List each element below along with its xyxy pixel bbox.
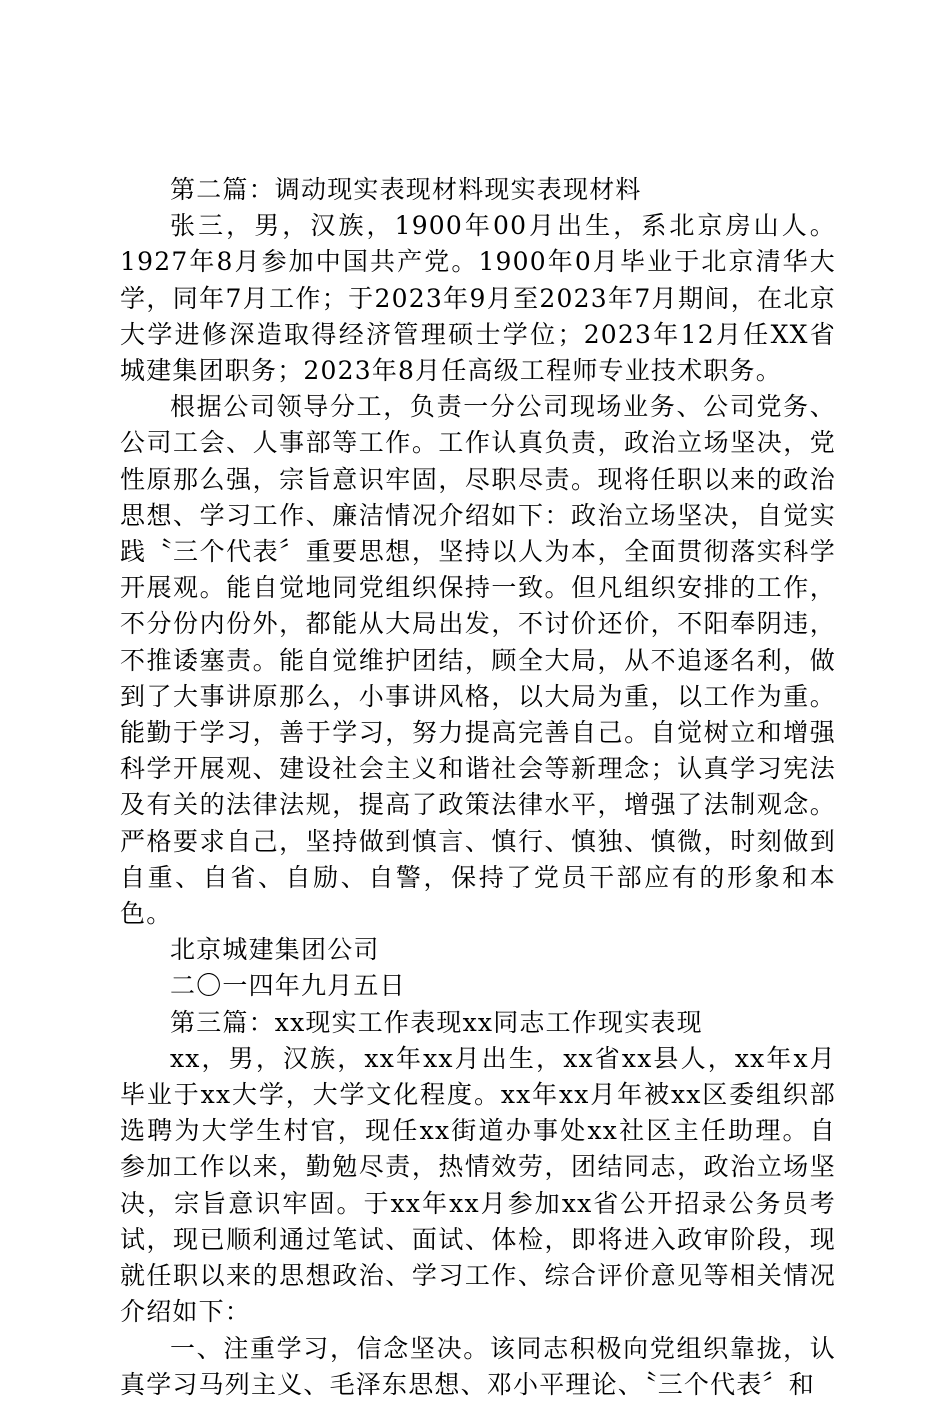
signature-date: 二〇一四年九月五日 [170,971,406,1001]
body-paragraph: xx，男，汉族，xx年xx月出生，xx省xx县人，xx年x月毕业于xx大学，大学文化程度。xx年xx月年被xx区委组织部选聘为大学生村官，现任xx街道办事处xx社区主任助理。自参加工作以来，勤勉尽责，热情效劳，团结同志，政治立场坚决，宗旨意识牢固。于xx年xx月参加xx省公开招录公务员考试，现已顺利通过笔试、面试、体检，即将进入政审阶段，现就任职以来的思想政治、学习工作、综合评价意见等相关情况介绍如下： [120,1043,836,1327]
section-heading-3: 第三篇：xx现实工作表现xx同志工作现实表现 [170,1007,703,1037]
body-paragraph: 根据公司领导分工，负责一分公司现场业务、公司党务、公司工会、人事部等工作。工作认真负责，政治立场坚决，党性原那么强，宗旨意识牢固，尽职尽责。现将任职以来的政治思想、学习工作、廉洁情况介绍如下：政治立场坚决，自觉实践〝三个代表〞重要思想，坚持以人为本，全面贯彻落实科学开展观。能自觉地同党组织保持一致。但凡组织安排的工作，不分份内份外，都能从大局出发，不讨价还价，不阳奉阴违，不推诿塞责。能自觉维护团结，顾全大局，从不追逐名利，做到了大事讲原那么，小事讲风格，以大局为重，以工作为重。能勤于学习，善于学习，努力提高完善自己。自觉树立和增强科学开展观、建设社会主义和谐社会等新理念；认真学习宪法及有关的法律法规，提高了政策法律水平，增强了法制观念。严格要求自己，坚持做到慎言、慎行、慎独、慎微，时刻做到自重、自省、自励、自警，保持了党员干部应有的形象和本色。 [120,392,836,929]
document-page [120,172,836,1403]
body-paragraph: 一、注重学习，信念坚决。该同志积极向党组织靠拢，认真学习马列主义、毛泽东思想、邓小平理论、〝三个代表〞和 [120,1333,836,1399]
section-heading-2: 第二篇：调动现实表现材料现实表现材料 [170,175,642,204]
signature-organization: 北京城建集团公司 [170,935,380,965]
body-paragraph: 张三，男，汉族，1900年00月出生，系北京房山人。1927年8月参加中国共产党。1900年0月毕业于北京清华大学，同年7月工作；于2023年9月至2023年7月期间，在北京大学进修深造取得经济管理硕士学位；2023年12月任XX省城建集团职务；2023年8月任高级工程师专业技术职务。 [120,211,836,386]
